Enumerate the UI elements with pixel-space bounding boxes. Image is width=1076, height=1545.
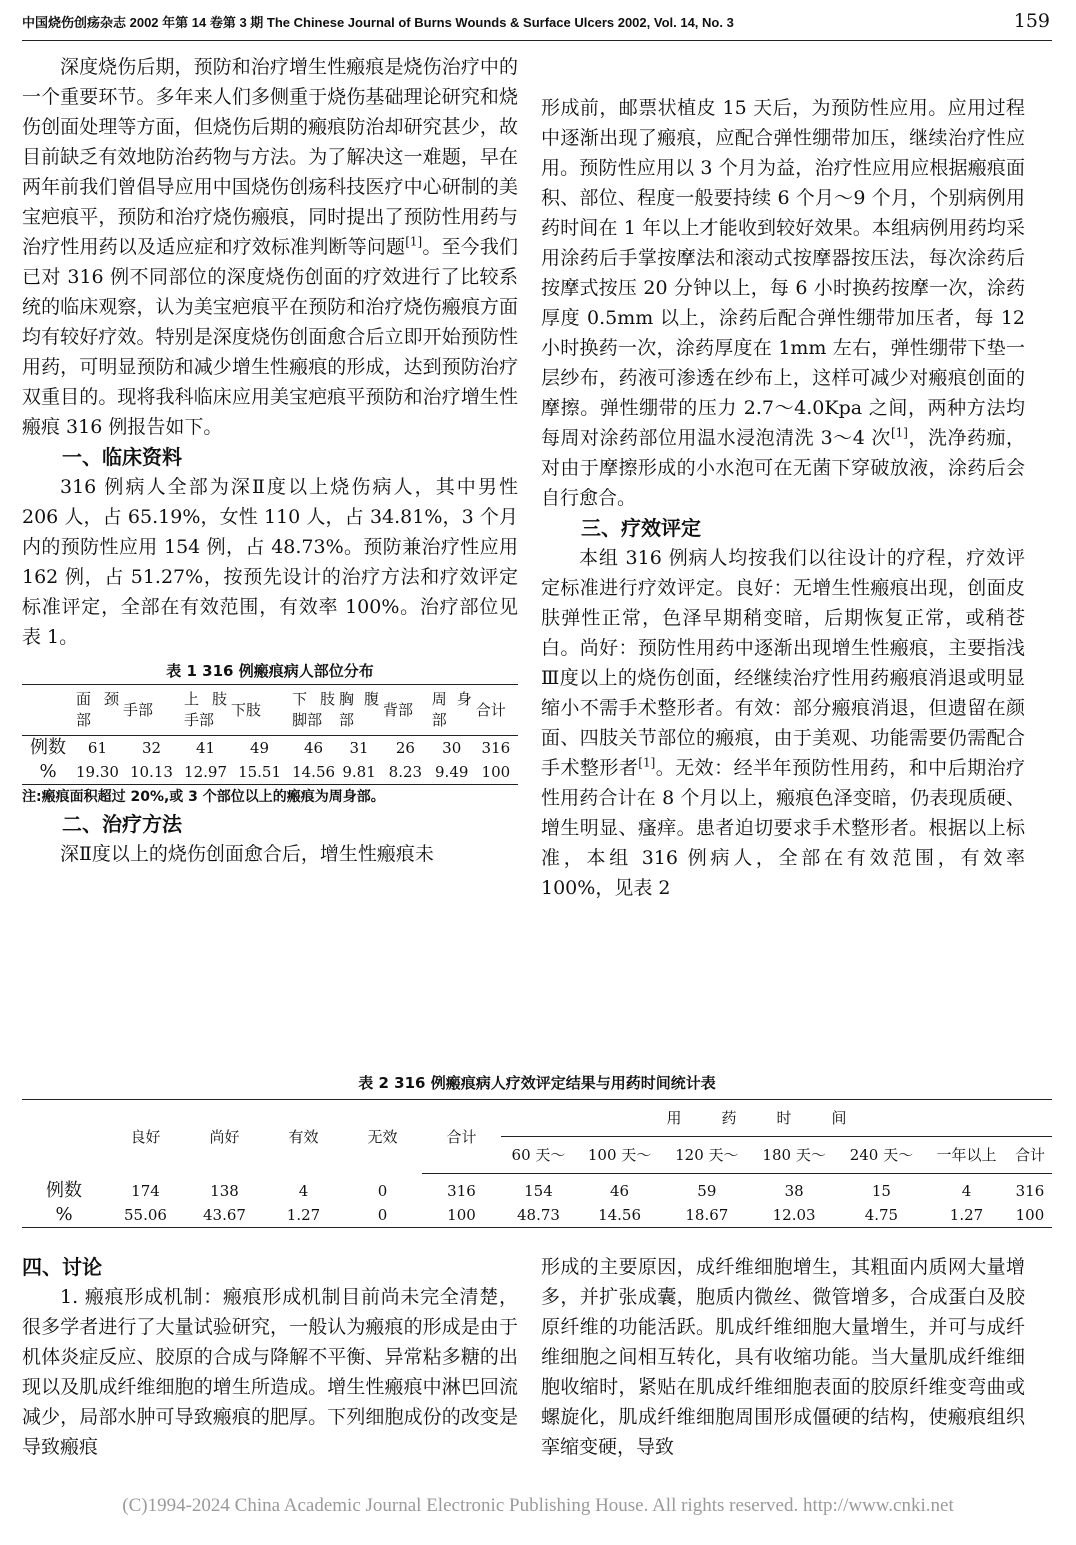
- copyright-footer: (C)1994-2024 China Academic Journal Electronic Publishing House. All rights reserved. http://www.cnki.net: [122, 1495, 954, 1516]
- table2-cell: 例数: [46, 1179, 82, 1201]
- running-head: 中国烧伤创疡杂志 2002 年第 14 卷第 3 期 The Chinese Journal of Burns Wounds & Surface Ulcers 2002, Vol. 14, No. 3: [22, 15, 734, 30]
- table2-cell: 0: [377, 1206, 388, 1224]
- table2-cell: 46: [610, 1182, 630, 1200]
- table1-cell: 100: [481, 763, 511, 781]
- table1-header: [22, 685, 74, 736]
- table1-cell: 8.23: [388, 763, 423, 781]
- table1-title: 表 1 316 例瘢痕病人部位分布: [166, 662, 374, 680]
- table1-header: 胸腹部: [337, 685, 381, 736]
- table1-header: 合计: [474, 685, 518, 736]
- table2-cell: %: [55, 1204, 73, 1225]
- discussion-continued-paragraph: 形成的主要原因，成纤维细胞增生，其粗面内质网大量增多，并扩张成囊，胞质内微丝、微管增多，合成蛋白及胶原纤维的功能活跃。肌成纤维细胞大量增生，并可与成纤维细胞之间相互转化，具有收缩功能。当大量肌成纤维细胞收缩时，紧贴在肌成纤维细胞表面的胶原纤维变弯曲或螺旋化，肌成纤维细胞周围形成僵硬的结构，使瘢痕组织挛缩变硬，导致: [541, 1256, 1025, 1458]
- table2-cell: 154: [524, 1182, 553, 1200]
- table-row: [22, 1203, 1052, 1228]
- table1-header: 面颈部: [74, 685, 121, 736]
- table2-cell: 1.27: [286, 1206, 321, 1224]
- reference-mark: [1]: [890, 425, 908, 440]
- table1-cell: 19.30: [76, 763, 119, 781]
- table2: [22, 1099, 1052, 1228]
- table1-header-row: [22, 685, 518, 736]
- table2-header-row: [22, 1100, 1052, 1137]
- lower-left-column: [22, 1252, 518, 1462]
- table2-title: 表 2 316 例瘢痕病人疗效评定结果与用药时间统计表: [358, 1074, 716, 1092]
- table2-header: 无效: [367, 1127, 398, 1146]
- table2-cell: 4: [961, 1182, 972, 1200]
- table2-subheader: 120 天～: [663, 1137, 750, 1174]
- table1-cell: 61: [87, 739, 108, 757]
- treatment-text-b: ，洗净药痂，对由于摩擦形成的小水泡可在无菌下穿破放液，涂药后会自行愈合。: [541, 427, 1025, 509]
- table1-cell: 316: [481, 739, 511, 757]
- table-row: [22, 760, 518, 785]
- table1-cell: 例数: [30, 737, 66, 758]
- intro-paragraph: [22, 52, 518, 442]
- intro-text-a: 深度烧伤后期，预防和治疗增生性瘢痕是烧伤治疗中的一个重要环节。多年来人们多侧重于烧伤基础理论研究和烧伤创面处理等方面，但烧伤后期的瘢痕防治却研究甚少，故目前缺乏有效地防治药物与方法。为了解决这一难题，早在两年前我们曾倡导应用中国烧伤创疡科技医疗中心研制的美宝疤痕平，预防和治疗烧伤瘢痕，同时提出了预防性用药与治疗性用药以及适应症和疗效标准判断等问题: [22, 56, 518, 258]
- treatment-continued-paragraph: [541, 93, 1025, 513]
- table2-header: [22, 1100, 106, 1174]
- table2-cell: 1.27: [949, 1206, 984, 1224]
- intro-text-b: 。至今我们已对 316 例不同部位的深度烧伤创面的疗效进行了比较系统的临床观察，认为美宝疤痕平在预防和治疗烧伤瘢痕方面均有较好疗效。特别是深度烧伤创面愈合后立即开始预防性用药，可明显预防和减少增生性瘢痕的形成，达到预防治疗双重目的。现将我科临床应用美宝疤痕平预防和治疗增生性瘢痕 316 例报告如下。: [22, 236, 518, 438]
- table1-cell: 32: [141, 739, 162, 757]
- table2-cell: 316: [1015, 1182, 1045, 1200]
- left-column: [22, 52, 518, 869]
- section-heading-clinical: 一、临床资料: [62, 445, 182, 469]
- table2-header: 有效: [288, 1127, 319, 1146]
- reference-mark: [1]: [405, 234, 423, 249]
- table-row: [22, 736, 518, 761]
- table2-group-header: 用药时间: [501, 1100, 1052, 1137]
- table2-subheader: 合计: [1008, 1137, 1052, 1174]
- reference-mark: [1]: [638, 755, 656, 770]
- table1-cell: %: [39, 761, 57, 782]
- evaluation-text-b: 。无效：经半年预防性用药，和中后期治疗性用药合计在 8 个月以上，瘢痕色泽变暗，仍表现质硬、增生明显、瘙痒。患者迫切要求手术整形者。根据以上标准，本组 316 例病人，全部在有效范围，有效率 100%，见表 2: [541, 757, 1025, 899]
- table-row: [22, 1174, 1052, 1204]
- table2-cell: 15: [871, 1182, 891, 1200]
- table1-header: 下肢: [229, 685, 290, 736]
- table1-cell: 30: [442, 739, 462, 757]
- evaluation-paragraph: [541, 543, 1025, 903]
- table1-cell: 49: [250, 739, 270, 757]
- table1: [22, 684, 518, 785]
- table2-cell: 48.73: [516, 1206, 560, 1224]
- table2-header: 良好: [130, 1127, 161, 1146]
- table2-cell: 0: [377, 1181, 388, 1200]
- section-heading-discussion: 四、讨论: [22, 1255, 102, 1279]
- table2-header: 尚好: [209, 1127, 240, 1146]
- clinical-paragraph: 316 例病人全部为深Ⅱ度以上烧伤病人，其中男性 206 人，占 65.19%，女性 110 人，占 34.81%，3 个月内的预防性应用 154 例，占 48.73%。预防兼治疗性应用 162 例，占 51.27%，按预先设计的治疗方法和疗效评定标准评定，全部在有效范围，有效率 100%。治疗部位见表 1。: [22, 476, 518, 648]
- table2-subheader: 100 天～: [576, 1137, 663, 1174]
- table2-cell: 4.75: [864, 1206, 899, 1224]
- table1-header: 背部: [381, 685, 430, 736]
- table2-cell: 4: [298, 1181, 309, 1200]
- table1-cell: 9.49: [435, 763, 469, 781]
- table2-subheader: 180 天～: [750, 1137, 837, 1174]
- table2-subheader: 240 天～: [838, 1137, 925, 1174]
- table2-cell: 18.67: [685, 1206, 729, 1224]
- table1-header: 下肢脚部: [290, 685, 337, 736]
- table1-cell: 31: [349, 739, 369, 757]
- table2-cell: 14.56: [598, 1206, 642, 1224]
- treatment-paragraph: 深Ⅱ度以上的烧伤创面愈合后，增生性瘢痕未: [60, 843, 434, 865]
- table1-cell: 26: [395, 739, 415, 757]
- table2-subheader: 一年以上: [925, 1137, 1008, 1174]
- table2-header: 合计: [422, 1100, 501, 1174]
- table1-header: 周身部: [430, 685, 474, 736]
- table2-cell: 59: [697, 1182, 717, 1200]
- section-heading-treatment: 二、治疗方法: [62, 812, 182, 836]
- table2-cell: 100: [447, 1206, 476, 1224]
- table2-cell: 12.03: [772, 1206, 816, 1224]
- treatment-text-a: 形成前，邮票状植皮 15 天后，为预防性应用。应用过程中逐渐出现了瘢痕，应配合弹性绷带加压，继续治疗性应用。预防性应用以 3 个月为益，治疗性应用应根据瘢痕面积、部位、程度一般要持续 6 个月～9 个月，个别病例用药时间在 1 年以上才能收到较好效果。本组病例用药均采用涂药后手掌按摩法和滚动式按摩器按压法，每次涂药后按摩式按压 20 分钟以上，每 6 小时换药按摩一次，涂药厚度 0.5mm 以上，涂药后配合弹性绷带加压者，每 12 小时换药一次，涂药厚度在 1mm 左右，弹性绷带下垫一层纱布，药液可渗透在纱布上，这样可减少对瘢痕创面的摩擦。弹性绷带的压力 2.7～4.0Kpa 之间，两种方法均每周对涂药部位用温水浸泡清洗 3～4 次: [541, 97, 1025, 449]
- table2-cell: 55.06: [124, 1206, 167, 1224]
- table2-cell: 43.67: [203, 1206, 246, 1224]
- lower-right-column: [541, 1252, 1025, 1462]
- table2-cell: 100: [1015, 1206, 1045, 1224]
- table1-header: 上肢手部: [182, 685, 229, 736]
- table2-cell: 38: [784, 1182, 804, 1200]
- discussion-paragraph: 1. 瘢痕形成机制：瘢痕形成机制目前尚未完全清楚，很多学者进行了大量试验研究，一般认为瘢痕的形成是由于机体炎症反应、胶原的合成与降解不平衡、异常粘多糖的出现以及肌成纤维细胞的增生所造成。增生性瘢痕中淋巴回流减少，局部水肿可导致瘢痕的肥厚。下列细胞成份的改变是导致瘢痕: [22, 1286, 518, 1458]
- header-rule: [22, 40, 1052, 41]
- right-column: [541, 93, 1025, 903]
- table2-cell: 174: [131, 1181, 160, 1200]
- section-heading-evaluation: 三、疗效评定: [581, 516, 701, 540]
- table1-cell: 10.13: [130, 763, 173, 781]
- table2-cell: 138: [210, 1181, 239, 1200]
- table1-block: [22, 658, 518, 809]
- table1-note: 注:瘢痕面积超过 20%,或 3 个部位以上的瘢痕为周身部。: [22, 789, 385, 805]
- table1-cell: 12.97: [184, 763, 227, 781]
- table1-cell: 14.56: [292, 763, 336, 781]
- table2-subheader: 60 天～: [501, 1137, 576, 1174]
- evaluation-text-a: 本组 316 例病人均按我们以往设计的疗程，疗效评定标准进行疗效评定。良好：无增生性瘢痕出现，创面皮肤弹性正常，色泽早期稍变暗，后期恢复正常，或稍苍白。尚好：预防性用药中逐渐出现增生性瘢痕，主要指浅Ⅲ度以上的烧伤创面，经继续治疗性用药瘢痕消退或明显缩小不需手术整形者。有效：部分瘢痕消退，但遗留在颜面、四肢关节部位的瘢痕，由于美观、功能需要仍需配合手术整形者: [541, 547, 1025, 779]
- page-number: 159: [1013, 10, 1050, 32]
- table2-cell: 316: [447, 1182, 476, 1200]
- table1-header: 手部: [121, 685, 182, 736]
- table1-cell: 9.81: [342, 763, 376, 781]
- table1-cell: 41: [195, 739, 216, 757]
- table1-cell: 15.51: [238, 763, 282, 781]
- table1-cell: 46: [304, 739, 324, 757]
